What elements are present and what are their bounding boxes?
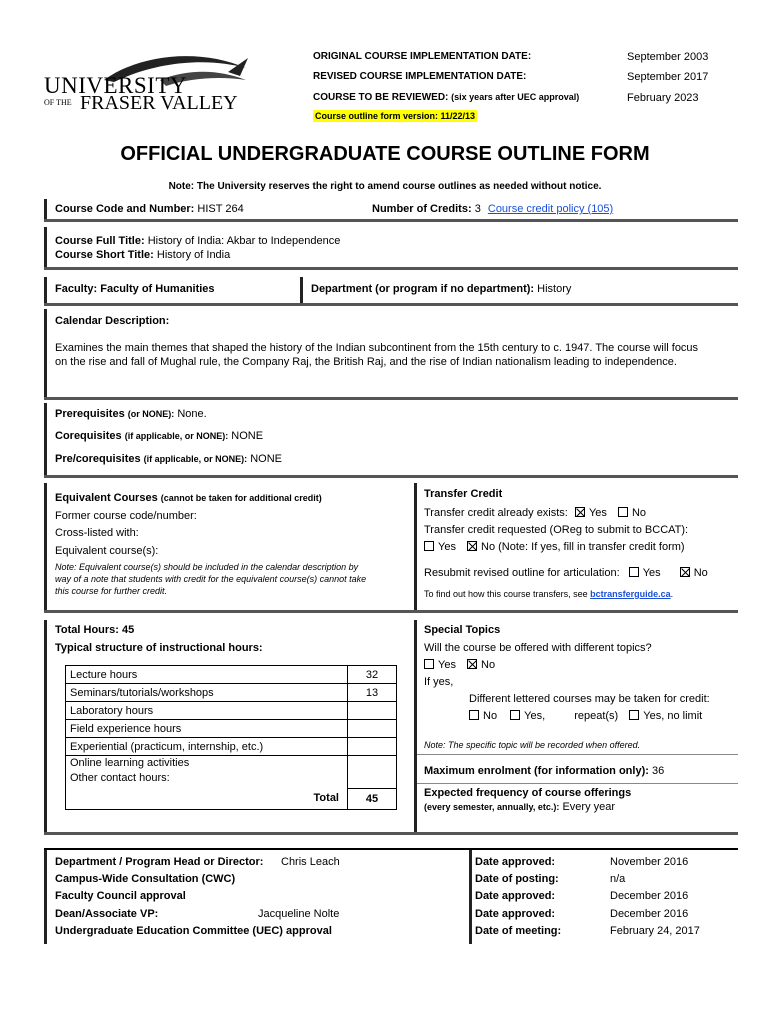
- transfer-requested-label: Transfer credit requested (OReg to submit to BCCAT):: [424, 524, 689, 536]
- approval-label-2: Faculty Council approval: [55, 890, 186, 902]
- table-row: [66, 684, 397, 702]
- former-course: Former course code/number:: [55, 510, 197, 522]
- hours-row-value[interactable]: [348, 702, 397, 720]
- transfer-label: Transfer Credit: [424, 488, 503, 500]
- coreq-value: NONE: [231, 430, 264, 442]
- department-label: Department (or program if no department):: [311, 283, 535, 295]
- equivalent-label: Equivalent Courses: [55, 492, 158, 504]
- max-enrolment-value: 36: [651, 765, 665, 777]
- resubmit-no-checkbox[interactable]: [680, 567, 690, 577]
- hours-row-label: Laboratory hours: [66, 702, 348, 720]
- approval-date-1: n/a: [610, 873, 626, 885]
- transfer-exists-no-label: No: [631, 507, 647, 519]
- total-hours-label: Total Hours:: [55, 624, 119, 636]
- precoreq-note: (if applicable, or NONE):: [143, 454, 248, 464]
- course-code-label: Course Code and Number:: [55, 203, 195, 215]
- approval-date-label-0: Date approved:: [475, 856, 556, 868]
- special-yes-checkbox[interactable]: [424, 659, 434, 669]
- hours-row-label: Experiential (practicum, internship, etc.): [66, 738, 348, 756]
- table-row: [66, 666, 397, 684]
- review-date-value: February 2023: [627, 92, 699, 104]
- hours-row-label: Field experience hours: [66, 720, 348, 738]
- approval-date-label-3: Date approved:: [475, 908, 556, 920]
- department-value: History: [537, 283, 572, 295]
- hours-row-value[interactable]: [348, 720, 397, 738]
- credits-value: 3: [474, 203, 481, 215]
- structure-label: Typical structure of instructional hours:: [55, 642, 263, 654]
- transfer-exists-yes-label: Yes: [588, 507, 607, 519]
- special-topics-label: Special Topics: [424, 624, 501, 636]
- precoreq-label: Pre/corequisites: [55, 453, 141, 465]
- lettered-nolimit-checkbox[interactable]: [629, 710, 639, 720]
- prereq-label: Prerequisites: [55, 408, 125, 420]
- hours-row-label: Lecture hours: [66, 666, 348, 684]
- resubmit-yes-checkbox[interactable]: [629, 567, 639, 577]
- equivalent-note-line3: this course for further credit.: [55, 586, 168, 596]
- faculty-label: Faculty:: [55, 283, 98, 295]
- lettered-yes-label: Yes,: [524, 710, 546, 722]
- approval-date-0: November 2016: [610, 856, 689, 868]
- table-row: [66, 738, 397, 756]
- approval-date-4: February 24, 2017: [610, 925, 700, 937]
- other-contact-label: Other contact hours:: [70, 772, 170, 784]
- lettered-courses-label: Different lettered courses may be taken for credit:: [469, 693, 710, 705]
- prereq-value: None.: [177, 408, 207, 420]
- calendar-label: Calendar Description:: [55, 315, 170, 327]
- total-hours-value: 45: [122, 624, 135, 636]
- special-no-checkbox[interactable]: [467, 659, 477, 669]
- hours-row-label: Seminars/tutorials/workshops: [66, 684, 348, 702]
- lettered-no-label: No: [483, 710, 498, 722]
- cross-listed: Cross-listed with:: [55, 527, 139, 539]
- if-yes-label: If yes,: [424, 676, 454, 688]
- full-title-value: History of India: Akbar to Independence: [147, 235, 341, 247]
- credits-label: Number of Credits:: [372, 203, 472, 215]
- faculty-value: Faculty of Humanities: [100, 283, 215, 295]
- find-transfer-text: To find out how this course transfers, see: [424, 589, 588, 599]
- hours-row-label: Online learning activities: [70, 757, 190, 769]
- special-yes-label: Yes: [438, 659, 456, 671]
- transfer-requested-yes-checkbox[interactable]: [424, 541, 434, 551]
- form-note: Note: The University reserves the right to amend course outlines as needed without notice.: [168, 181, 602, 192]
- find-transfer-end: .: [670, 589, 674, 599]
- approval-date-2: December 2016: [610, 890, 689, 902]
- transfer-requested-no-checkbox[interactable]: [467, 541, 477, 551]
- transfer-requested-note: (Note: If yes, fill in transfer credit form): [498, 541, 685, 553]
- lettered-no-checkbox[interactable]: [469, 710, 479, 720]
- calendar-line1: Examines the main themes that shaped the history of the Indian subcontinent from the 15th century to c. 1947. The course will focus: [55, 342, 699, 354]
- max-enrolment-label: Maximum enrolment (for information only):: [424, 765, 649, 777]
- prereq-note: (or NONE):: [127, 409, 175, 419]
- short-title-label: Course Short Title:: [55, 249, 154, 261]
- approval-label-0: Department / Program Head or Director:: [55, 856, 264, 868]
- calendar-line2: on the rise and fall of Mughal rule, the Company Raj, the British Raj, and the rise of Indian nationalism leading to independence.: [55, 356, 677, 368]
- full-title-label: Course Full Title:: [55, 235, 145, 247]
- lettered-repeat-label: repeat(s): [574, 710, 619, 722]
- special-topics-note: Note: The specific topic will be recorded when offered.: [424, 740, 641, 750]
- hours-row-value[interactable]: 32: [348, 666, 397, 684]
- transfer-exists-label: Transfer credit already exists:: [424, 507, 568, 519]
- lettered-nolimit-label: Yes, no limit: [643, 710, 703, 722]
- original-date-value: September 2003: [627, 51, 709, 63]
- transfer-requested-yes-label: Yes: [438, 541, 456, 553]
- approval-label-4: Undergraduate Education Committee (UEC) approval: [55, 925, 332, 937]
- equivalent-courses: Equivalent course(s):: [55, 545, 159, 557]
- approval-date-3: December 2016: [610, 908, 689, 920]
- credit-policy-link[interactable]: Course credit policy (105): [487, 203, 614, 215]
- logo-line2: FRASER VALLEY: [80, 92, 238, 114]
- coreq-label: Corequisites: [55, 430, 122, 442]
- short-title-value: History of India: [156, 249, 231, 261]
- equivalent-note-line2: way of a note that students with credit for the equivalent course(s) cannot take: [55, 574, 367, 584]
- equivalent-note-line1: Note: Equivalent course(s) should be included in the calendar description by: [55, 562, 359, 572]
- approval-date-label-1: Date of posting:: [475, 873, 559, 885]
- approval-name-0: Chris Leach: [281, 856, 340, 868]
- hours-table: [65, 665, 397, 810]
- approval-label-1: Campus-Wide Consultation (CWC): [55, 873, 236, 885]
- approval-name-3: Jacqueline Nolte: [258, 908, 340, 920]
- total-row-label: Total: [66, 788, 348, 809]
- transfer-exists-no-checkbox[interactable]: [618, 507, 628, 517]
- table-row: [66, 788, 397, 809]
- transfer-requested-no-label: No: [481, 541, 496, 553]
- frequency-label: Expected frequency of course offerings: [424, 787, 632, 799]
- revised-date-value: September 2017: [627, 71, 709, 83]
- transfer-exists-yes-checkbox[interactable]: [575, 507, 585, 517]
- table-row: [66, 720, 397, 738]
- form-version: Course outline form version: 11/22/13: [315, 111, 476, 121]
- approval-date-label-4: Date of meeting:: [475, 925, 562, 937]
- table-row: [66, 756, 397, 789]
- equivalent-note-label: (cannot be taken for additional credit): [160, 493, 322, 503]
- review-date-note: (six years after UEC approval): [451, 92, 580, 102]
- precoreq-value: NONE: [250, 453, 283, 465]
- hours-row-value[interactable]: [348, 738, 397, 756]
- special-no-label: No: [481, 659, 496, 671]
- review-date-label: COURSE TO BE REVIEWED:: [313, 92, 449, 103]
- hours-row-value[interactable]: 13: [348, 684, 397, 702]
- coreq-note: (if applicable, or NONE):: [124, 431, 229, 441]
- resubmit-yes-label: Yes: [642, 567, 661, 579]
- resubmit-no-label: No: [693, 567, 708, 579]
- bctransferguide-link[interactable]: bctransferguide.ca: [590, 589, 671, 599]
- lettered-yes-checkbox[interactable]: [510, 710, 520, 720]
- logo-line1: UNIVERSITY: [44, 73, 187, 98]
- logo-line2-prefix: OF THE: [44, 98, 72, 107]
- table-row: [66, 702, 397, 720]
- original-date-label: ORIGINAL COURSE IMPLEMENTATION DATE:: [313, 51, 532, 62]
- form-title: OFFICIAL UNDERGRADUATE COURSE OUTLINE FORM: [120, 143, 650, 165]
- hours-row-value[interactable]: [348, 756, 397, 789]
- special-topics-question: Will the course be offered with different topics?: [424, 642, 652, 654]
- total-row-value: 45: [348, 788, 397, 809]
- approval-date-label-2: Date approved:: [475, 890, 556, 902]
- frequency-note: (every semester, annually, etc.):: [424, 802, 560, 812]
- resubmit-label: Resubmit revised outline for articulation:: [424, 567, 620, 579]
- course-code-value: HIST 264: [197, 203, 244, 215]
- frequency-value: Every year: [562, 801, 616, 813]
- approval-label-3: Dean/Associate VP:: [55, 908, 159, 920]
- revised-date-label: REVISED COURSE IMPLEMENTATION DATE:: [313, 71, 527, 82]
